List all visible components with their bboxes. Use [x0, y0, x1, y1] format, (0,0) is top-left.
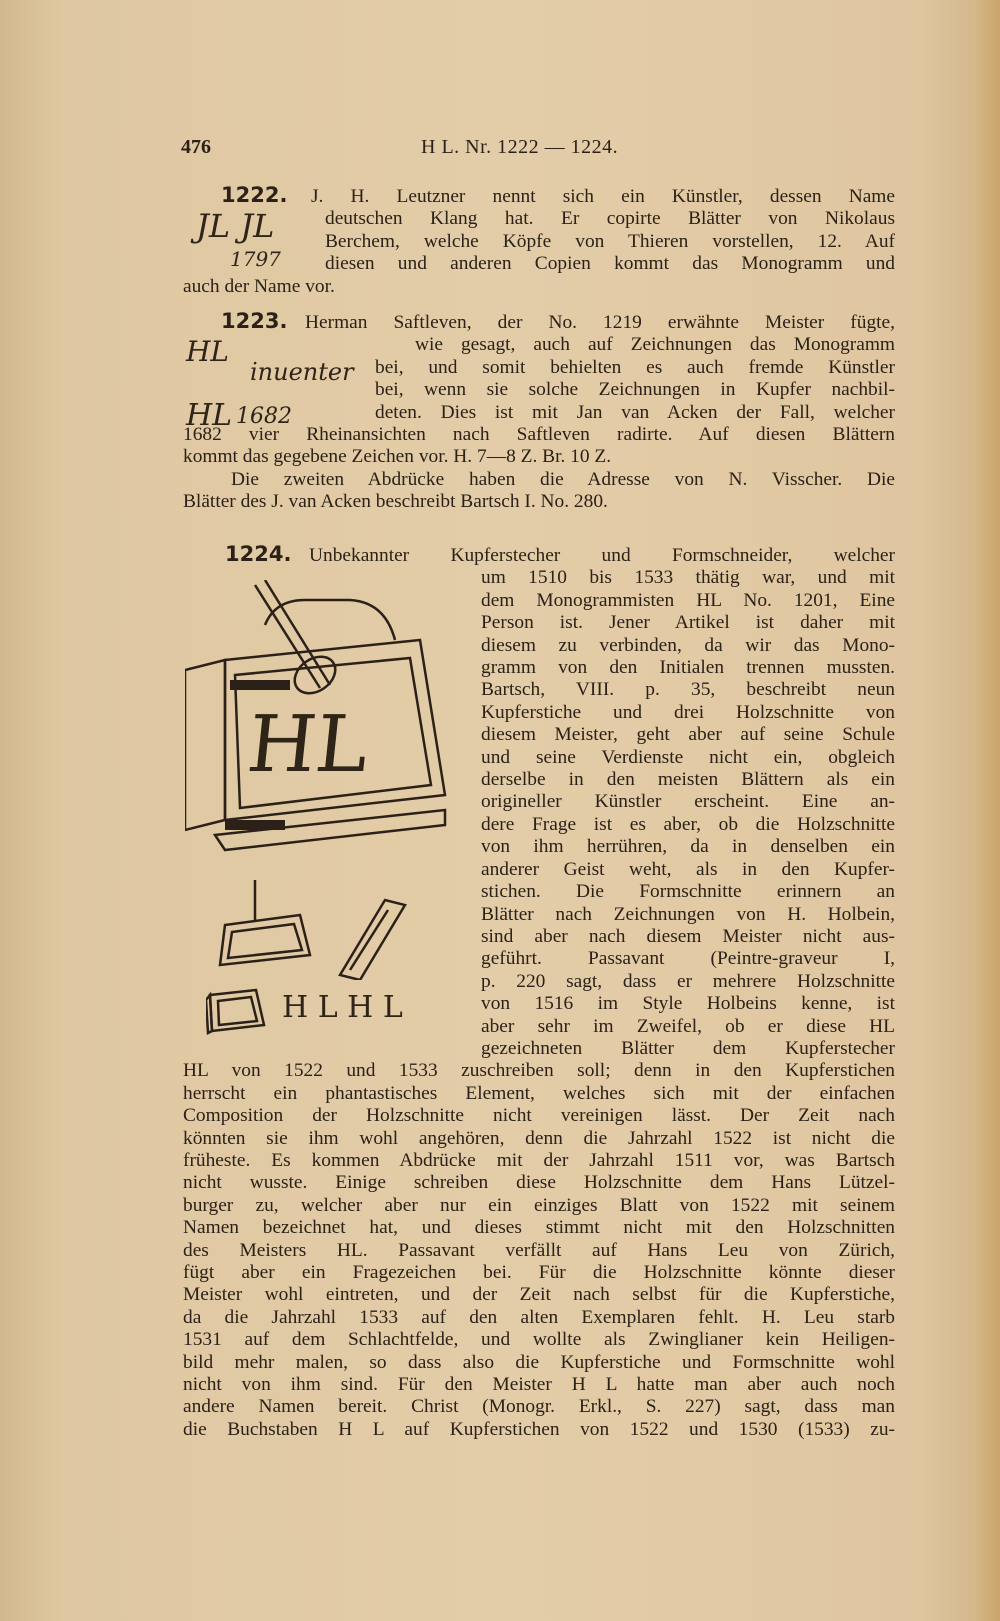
text-line: dere Frage ist es aber, ob die Holzschnitte: [481, 813, 895, 835]
text-line: deten. Dies ist mit Jan van Acken der Fall, welcher: [375, 401, 895, 423]
text-line: Herman Saftleven, der No. 1219 erwähnte Meister fügte,: [305, 312, 895, 333]
text-line: wie gesagt, auch auf Zeichnungen das Monogramm: [415, 334, 895, 356]
text-line: früheste. Es kommen Abdrücke mit der Jahrzahl 1511 vor, was Bartsch: [183, 1149, 895, 1171]
text-line: Blätter des J. van Acken beschreibt Bartsch I. No. 280.: [183, 491, 608, 513]
text-line: 1531 auf dem Schlachtfelde, und wollte als Zwinglianer kein Heiligen-: [183, 1329, 895, 1351]
text-line: könnten sie ihm wohl angehören, denn die Jahrzahl 1522 ist nicht die: [183, 1127, 895, 1149]
text-line: Namen bezeichnet hat, und dieses stimmt nicht mit den Holzschnitten: [183, 1217, 895, 1239]
text-line: bei, und somit behielten es auch fremde Künstler: [375, 356, 895, 378]
text-line: von 1516 im Style Holbeins kenne, ist: [481, 993, 895, 1015]
tiny-tablet-icon: [206, 985, 276, 1035]
monogram-1223a: HL: [186, 335, 230, 368]
text-line: origineller Künstler erscheint. Eine an-: [481, 791, 895, 813]
text-line: burger zu, welcher aber nur ein einziges Blatt von 1522 mit seinem: [183, 1194, 895, 1216]
text-line: kommt das gegebene Zeichen vor. H. 7—8 Z. Br. 10 Z.: [183, 446, 612, 468]
text-line: diesem Meister, geht aber auf seine Schule: [481, 724, 895, 746]
text-line: bild mehr malen, so dass also die Kupferstiche und Formschnitte wohl: [183, 1351, 895, 1373]
text-line: andere Namen bereit. Christ (Monogr. Erkl., S. 227) sagt, dass man: [183, 1396, 895, 1418]
entry-number: 1223.: [221, 310, 288, 333]
text-line: p. 220 sagt, dass er mehrere Holzschnitte: [481, 970, 895, 992]
text-line: fügt aber ein Fragezeichen bei. Für die Holzschnitte könnte dieser: [183, 1262, 895, 1283]
text-line: derselbe in den meisten Blättern als ein: [481, 769, 895, 791]
text-line: HL von 1522 und 1533 zuschreiben soll; denn in den Kupferstichen: [183, 1060, 895, 1082]
text-line: Unbekannter Kupferstecher und Formschneider, welcher: [309, 545, 895, 566]
text-line: Berchem, welche Köpfe von Thieren vorstellen, 12. Auf: [325, 230, 895, 252]
text-line: von ihm herrühren, da in denselben ein: [481, 836, 895, 858]
text-line: geführt. Passavant (Peintre-graveur I,: [481, 948, 895, 970]
running-title: H L. Nr. 1222 — 1224.: [421, 136, 619, 158]
text-line: des Meisters HL. Passavant verfällt auf Hans Leu von Zürich,: [183, 1239, 895, 1261]
text-line: Blätter nach Zeichnungen von H. Holbein,: [481, 903, 895, 925]
text-line: nicht wusste. Einige schreiben diese Holzschnitte dem Hans Lützel-: [183, 1172, 895, 1194]
monogram-1223b: HL: [186, 398, 233, 433]
text-line: diesen und anderen Copien kommt das Monogramm und: [325, 253, 895, 275]
monogram-1222-year: 1797: [230, 247, 281, 271]
text-line: um 1510 bis 1533 thätig war, und mit: [481, 567, 895, 589]
page-edge: [972, 0, 1000, 1621]
tablet-monogram: HL: [243, 700, 373, 790]
text-line: herrscht ein phantastisches Element, welches sich mit der einfachen: [183, 1082, 895, 1104]
text-line: dem Monogrammisten HL No. 1201, Eine: [481, 589, 895, 611]
text-line: Bartsch, VIII. p. 35, beschreibt neun: [481, 679, 895, 701]
text-line: J. H. Leutzner nennt sich ein Künstler, dessen Name: [311, 186, 895, 207]
text-line: deutschen Klang hat. Er copirte Blätter von Nikolaus: [325, 208, 895, 230]
text-line: Kupferstiche und drei Holzschnitte von: [481, 701, 895, 723]
text-line: anderer Geist weht, als in den Kupfer-: [481, 858, 895, 880]
monogram-1223a-word: inuenter: [250, 358, 354, 386]
entry-number: 1222.: [221, 184, 288, 207]
text-line: sind aber nach diesem Meister nicht aus-: [481, 925, 895, 947]
small-tablet-illustrations: [210, 880, 410, 980]
text-line: 1682 vier Rheinansichten nach Saftleven radirte. Auf diesen Blättern: [183, 424, 895, 446]
small-monograms: H L H L: [282, 990, 403, 1025]
text-line: Composition der Holzschnitte nicht vereinigen lässt. Der Zeit nach: [183, 1105, 895, 1127]
text-line: Person ist. Jener Artikel ist daher mit: [481, 612, 895, 634]
text-line: nicht von ihm sind. Für den Meister H L hatte man aber auch noch: [183, 1374, 895, 1396]
entry-number: 1224.: [225, 543, 292, 566]
page-number: 476: [181, 136, 211, 158]
entry-1222-text: [183, 186, 895, 298]
text-line: stichen. Die Formschnitte erinnern an: [481, 881, 895, 903]
text-line: bei, wenn sie solche Zeichnungen in Kupfer nachbil-: [375, 379, 895, 401]
text-line: gezeichneten Blätter dem Kupferstecher: [481, 1037, 895, 1059]
text-line: und seine Verdienste nicht ein, obgleich: [481, 746, 895, 768]
text-line: Die zweiten Abdrücke haben die Adresse von N. Visscher. Die: [231, 468, 895, 490]
text-line: aber sehr im Zweifel, ob er diese HL: [481, 1015, 895, 1037]
monogram-1223b-year: 1682: [236, 404, 292, 429]
text-line: gramm von den Initialen trennen mussten.: [481, 657, 895, 679]
monogram-1222: JL JL: [196, 207, 275, 245]
text-line: Meister wohl eintreten, und der Zeit nach selbst für die Kupferstiche,: [183, 1284, 895, 1306]
text-line: die Buchstaben H L auf Kupferstichen von 1522 und 1530 (1533) zu-: [183, 1418, 895, 1440]
text-line: da die Jahrzahl 1533 auf den alten Exemplaren fehlt. H. Leu starb: [183, 1306, 895, 1328]
text-line: auch der Name vor.: [183, 275, 335, 297]
text-line: diesem zu verbinden, da wir das Mono-: [481, 634, 895, 656]
